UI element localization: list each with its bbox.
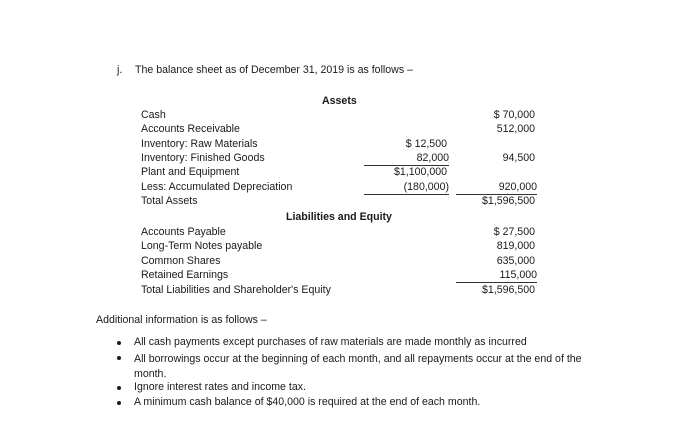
bullet-text-4: A minimum cash balance of $40,000 is required at the end of each month. — [134, 396, 481, 408]
additional-intro: Additional information is as follows – — [96, 314, 267, 326]
liab-right-retained-earnings: 115,000 — [456, 270, 537, 283]
assets-mid-raw-materials: $ 12,500 — [405, 138, 447, 150]
liab-label-common-shares: Common Shares — [141, 255, 221, 267]
assets-right-net-plant: 920,000 — [456, 182, 537, 195]
intro-sentence: The balance sheet as of December 31, 2019 is as follows – — [135, 64, 413, 76]
bullet-dot — [117, 401, 121, 405]
assets-label-cash: Cash — [141, 109, 166, 121]
assets-label-plant-equipment: Plant and Equipment — [141, 166, 240, 178]
bullet-dot — [117, 386, 121, 390]
assets-mid-finished-goods: 82,000 — [364, 153, 449, 166]
assets-right-accounts-receivable: 512,000 — [496, 123, 535, 135]
liab-label-retained-earnings: Retained Earnings — [141, 269, 229, 281]
assets-mid-accumulated-depreciation: (180,000) — [364, 182, 449, 195]
assets-label-accumulated-depreciation: Less: Accumulated Depreciation — [141, 181, 293, 193]
assets-right-cash: $ 70,000 — [493, 109, 535, 121]
assets-label-accounts-receivable: Accounts Receivable — [141, 123, 240, 135]
bullet-dot — [117, 356, 121, 360]
assets-label-raw-materials: Inventory: Raw Materials — [141, 138, 258, 150]
liab-right-long-term-notes: 819,000 — [496, 240, 535, 252]
assets-label-total-assets: Total Assets — [141, 195, 198, 207]
liab-right-accounts-payable: $ 27,500 — [493, 226, 535, 238]
assets-right-inventory-total: 94,500 — [502, 152, 535, 164]
liabilities-title: Liabilities and Equity — [286, 211, 392, 223]
assets-title: Assets — [322, 95, 357, 107]
liab-label-total: Total Liabilities and Shareholder's Equity — [141, 284, 331, 296]
liab-right-common-shares: 635,000 — [496, 255, 535, 267]
assets-label-finished-goods: Inventory: Finished Goods — [141, 152, 265, 164]
liab-label-long-term-notes: Long-Term Notes payable — [141, 240, 263, 252]
bullet-text-3: Ignore interest rates and income tax. — [134, 381, 306, 393]
liab-label-accounts-payable: Accounts Payable — [141, 226, 226, 238]
assets-mid-plant-equipment: $1,100,000 — [393, 166, 447, 178]
item-marker: j. — [117, 64, 123, 76]
bullet-text-2: All borrowings occur at the beginning of each month, and all repayments occur at the end of the month. — [134, 353, 582, 380]
bullet-text-1: All cash payments except purchases of raw materials are made monthly as incurred — [134, 336, 527, 348]
assets-right-total-assets: $1,596,500 — [481, 195, 535, 207]
liab-right-total: $1,596,500 — [481, 284, 535, 296]
bullet-dot — [117, 341, 121, 345]
